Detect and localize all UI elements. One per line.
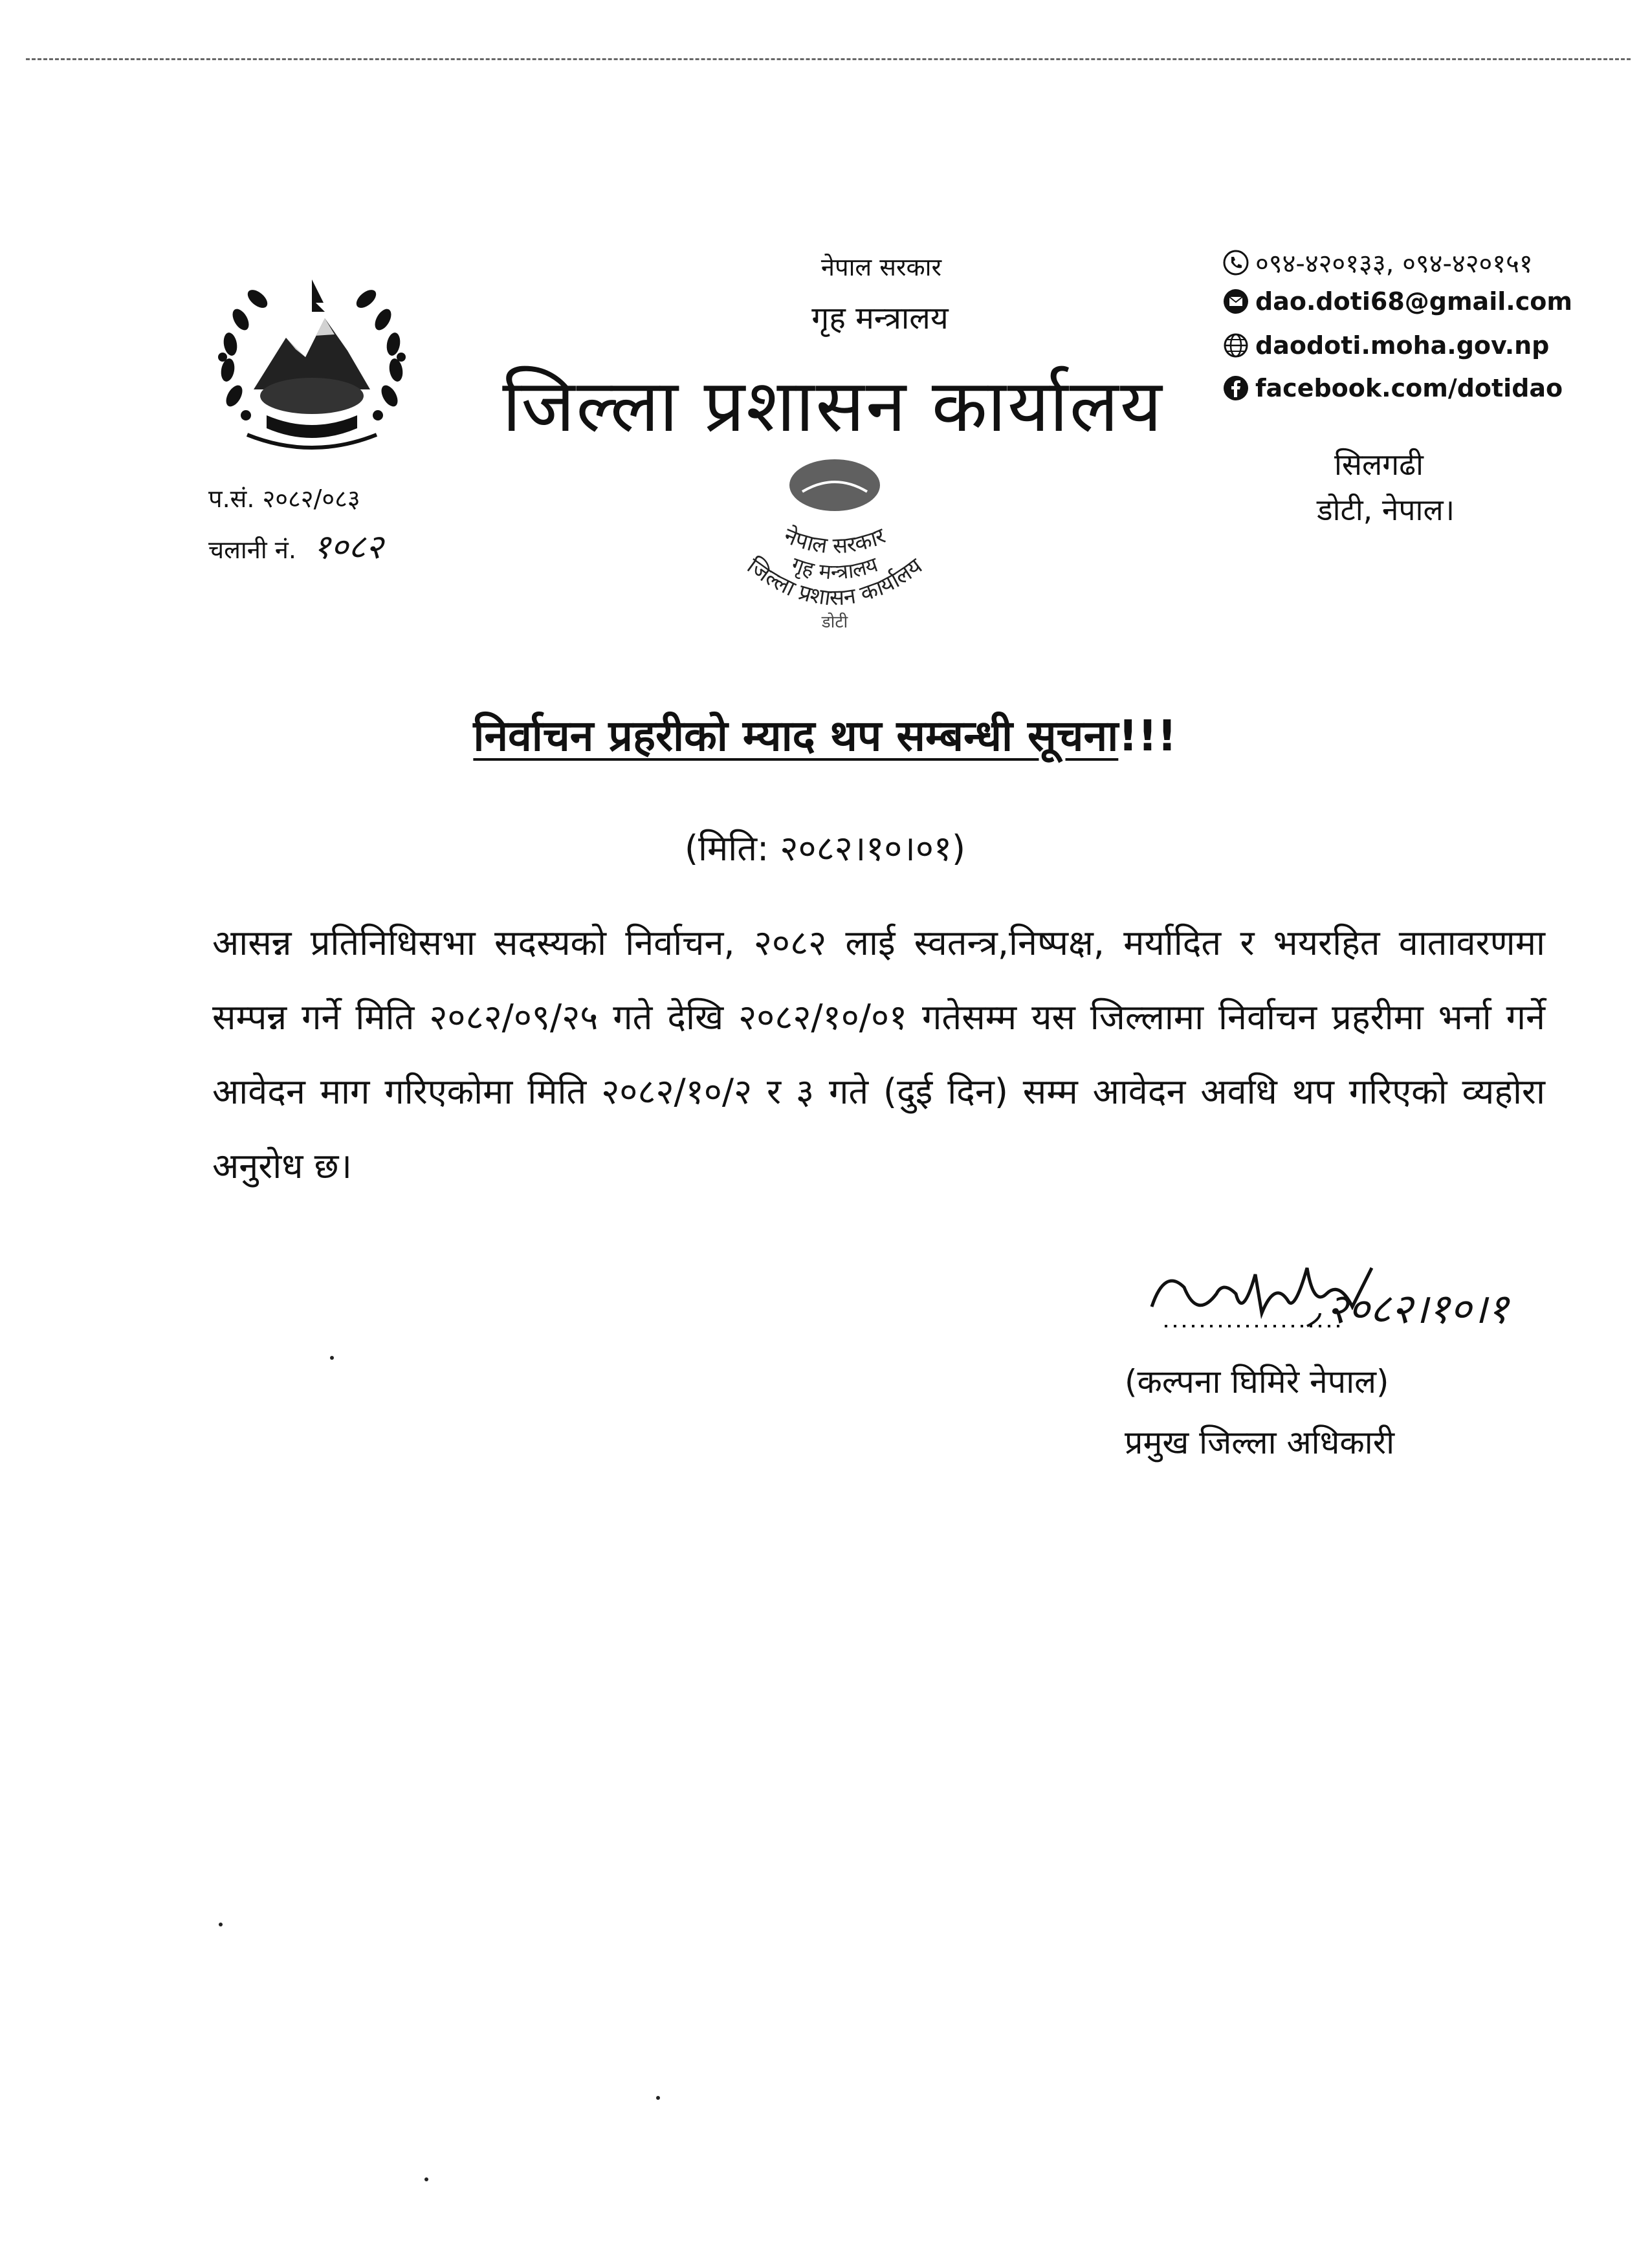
notice-title-suffix: !!! xyxy=(1118,711,1177,761)
scan-speck xyxy=(219,1923,223,1926)
notice-title xyxy=(0,705,1650,763)
reference-number xyxy=(208,481,360,515)
signatory-designation: प्रमुख जिल्ला अधिकारी xyxy=(1125,1424,1395,1461)
scan-speck xyxy=(424,2177,428,2181)
government-label: नेपाल सरकार xyxy=(820,253,942,281)
chalani-value: १०८२ xyxy=(313,528,384,567)
ministry-label: गृह मन्त्रालय xyxy=(811,300,949,336)
website-url[interactable]: daodoti.moha.gov.np xyxy=(1255,331,1550,360)
dispatch-number xyxy=(208,523,383,569)
globe-icon xyxy=(1223,333,1249,358)
notice-body: आसन्न प्रतिनिधिसभा सदस्यको निर्वाचन, २०८२ लाई स्वतन्त्र,निष्पक्ष, मर्यादित र भयरहित वातावरणमा सम्पन्न गर्ने मिति २०८२/०९/२५ गते देखि २०८२/१०/०१ गतेसम्म यस जिल्लामा निर्वाचन प्रहरीमा भर्ना गर्ने आवेदन माग गरिएकोमा मिति २०८२/१०/२ र ३ गते (दुई दिन) सम्म आवेदन अवधि थप गरिएको व्यहोरा अनुरोध छ। xyxy=(212,922,1545,1186)
contact-website xyxy=(1223,331,1549,360)
office-stamp xyxy=(705,446,964,634)
address-line-1: सिलगढी xyxy=(1334,447,1424,482)
scan-speck xyxy=(330,1356,334,1360)
stamp-line-1: नेपाल सरकार xyxy=(780,523,890,560)
signature-date: २०८२।१०।१ xyxy=(1326,1285,1509,1333)
stamp-line-4: डोटी xyxy=(821,613,848,632)
stamp-line-3: जिल्ला प्रशासन कार्यालय xyxy=(742,552,927,611)
notice-date: (मिति: २०८२।१०।०१) xyxy=(684,828,966,869)
address-line-2: डोटी, नेपाल। xyxy=(1317,492,1455,527)
facebook-icon xyxy=(1223,375,1249,401)
facebook-url[interactable]: facebook.com/dotidao xyxy=(1255,374,1563,402)
contact-email xyxy=(1223,287,1572,316)
stamp-line-2: गृह मन्त्रालय xyxy=(788,552,881,585)
signature xyxy=(1126,1229,1553,1365)
phone-number: ०९४-४२०१३३, ०९४-४२०१५१ xyxy=(1255,249,1533,279)
notice-title-text: निर्वाचन प्रहरीको म्याद थप सम्बन्धी सूचना xyxy=(473,711,1119,761)
ps-label: प.सं. xyxy=(208,485,255,513)
ps-value: २०८२/०८३ xyxy=(262,485,360,513)
scan-speck xyxy=(656,2096,660,2100)
phone-icon xyxy=(1223,250,1249,276)
email-icon xyxy=(1223,289,1249,314)
email-address[interactable]: dao.doti68@gmail.com xyxy=(1255,287,1572,316)
office-title: जिल्ला प्रशासन कार्यालय xyxy=(502,364,1163,448)
contact-facebook xyxy=(1223,374,1563,402)
scan-artifact-line xyxy=(26,58,1631,60)
nepal-emblem-icon xyxy=(208,267,415,461)
signatory-name: (कल्पना घिमिरे नेपाल) xyxy=(1125,1363,1389,1401)
contact-phone xyxy=(1223,245,1533,280)
chalani-label: चलानी नं. xyxy=(208,536,296,564)
